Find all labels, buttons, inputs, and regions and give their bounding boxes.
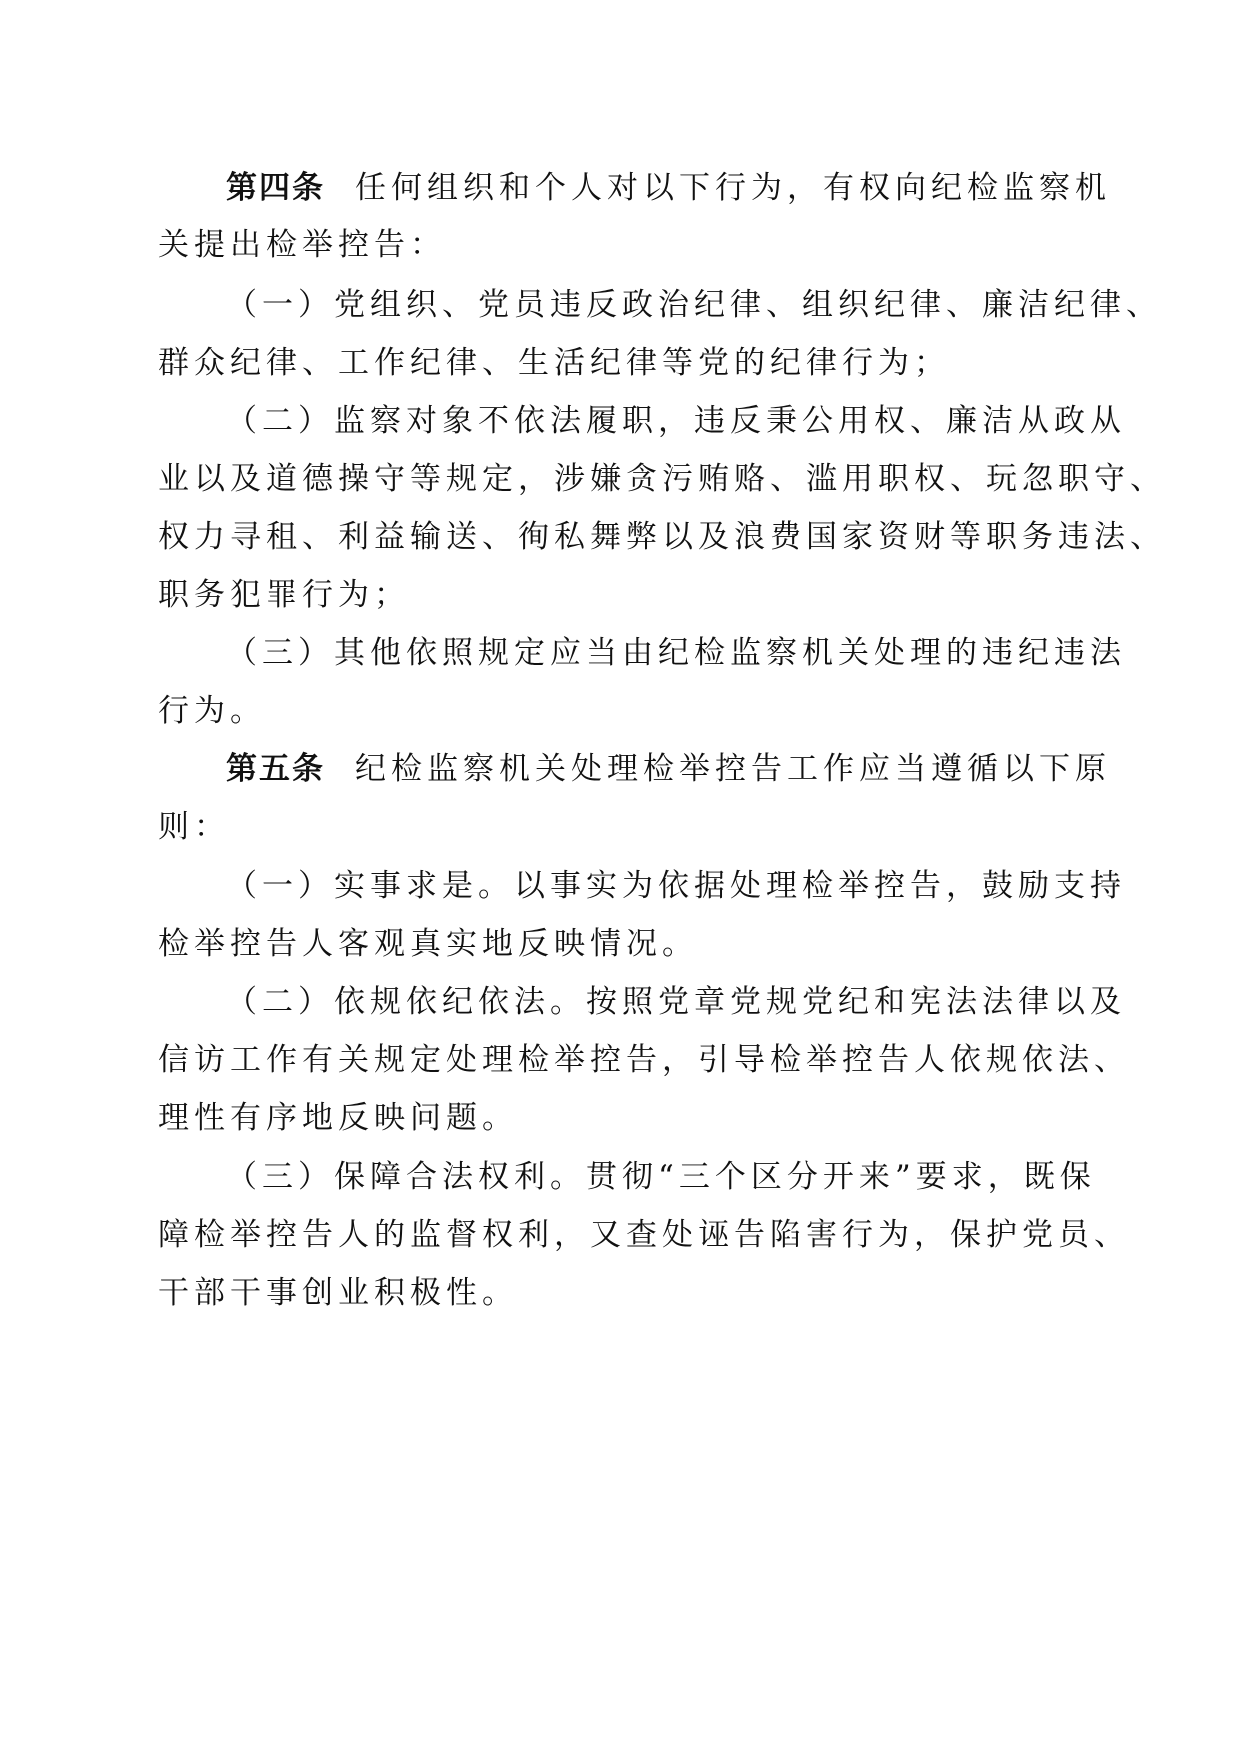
article-4-first-line <box>226 168 1111 208</box>
article-5-item-2-line: 信访工作有关规定处理检举控告，引导检举控告人依规依法、 <box>158 1042 1130 1078</box>
article-4-item-2-line: 职务犯罪行为； <box>158 577 410 613</box>
article-4-item-1-line: （一）党组织、党员违反政治纪律、组织纪律、廉洁纪律、 <box>226 287 1162 323</box>
article-5-item-2-line: 理性有序地反映问题。 <box>158 1100 518 1136</box>
article-5-item-1-line: 检举控告人客观真实地反映情况。 <box>158 926 698 962</box>
article-4-item-2-line: 业以及道德操守等规定，涉嫌贪污贿赂、滥用职权、玩忽职守、 <box>158 461 1166 497</box>
article-4-item-3-line: 行为。 <box>158 693 266 729</box>
article-5-first-line <box>226 749 1111 789</box>
article-5-item-1-line: （一）实事求是。以事实为依据处理检举控告，鼓励支持 <box>226 868 1126 904</box>
article-4-item-3-line: （三）其他依照规定应当由纪检监察机关处理的违纪违法 <box>226 635 1126 671</box>
article-5-item-2-line: （二）依规依纪依法。按照党章党规党纪和宪法法律以及 <box>226 984 1126 1020</box>
article-5-text-line: 则： <box>158 809 230 845</box>
article-5-item-3-line: 障检举控告人的监督权利，又查处诬告陷害行为，保护党员、 <box>158 1217 1130 1253</box>
article-4-text: 任何组织和个人对以下行为，有权向纪检监察机 <box>355 170 1111 206</box>
article-5-text: 纪检监察机关处理检举控告工作应当遵循以下原 <box>355 751 1111 787</box>
article-5-heading: 第五条 <box>226 751 325 787</box>
article-4-text-line: 关提出检举控告： <box>158 227 446 263</box>
article-4-item-1-line: 群众纪律、工作纪律、生活纪律等党的纪律行为； <box>158 345 950 381</box>
article-5-item-3-line: （三）保障合法权利。贯彻“三个区分开来”要求，既保 <box>226 1159 1096 1195</box>
article-5-item-3-line: 干部干事创业积极性。 <box>158 1275 518 1311</box>
article-4-item-2-line: （二）监察对象不依法履职，违反秉公用权、廉洁从政从 <box>226 403 1126 439</box>
article-4-heading: 第四条 <box>226 170 325 206</box>
article-4-item-2-line: 权力寻租、利益输送、徇私舞弊以及浪费国家资财等职务违法、 <box>158 519 1166 555</box>
